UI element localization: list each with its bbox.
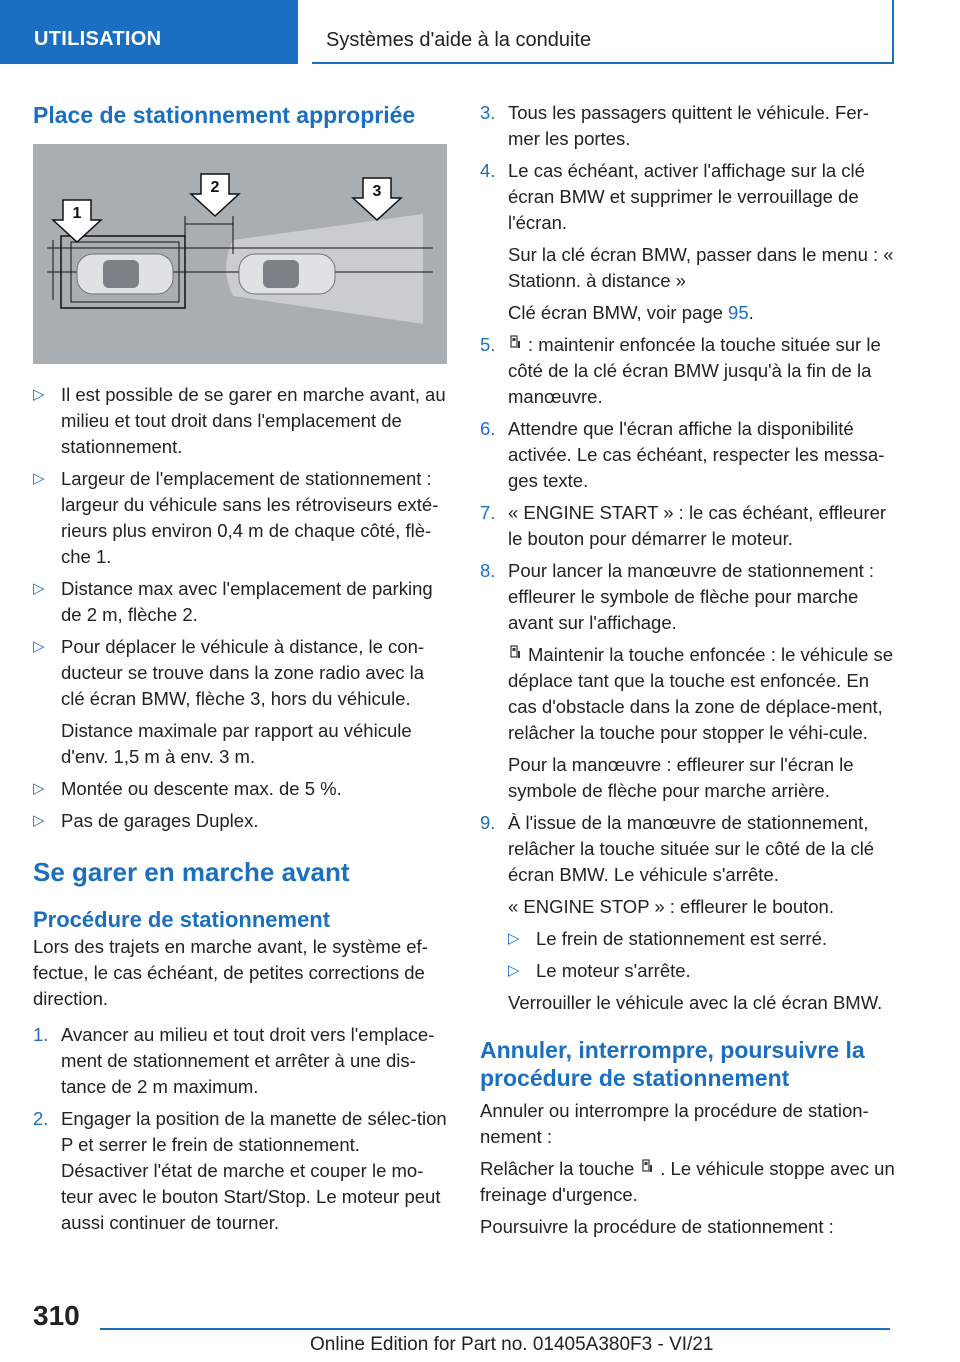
left-column bbox=[33, 100, 451, 1242]
step-item: 1. Avancer au milieu et tout droit vers l'emplace‐ment de stationnement et arrêter à une dis‐tance de 2 m maximum. bbox=[33, 1024, 435, 1097]
arrow-2 bbox=[191, 174, 239, 216]
parking-space-figure bbox=[33, 144, 447, 364]
step-note: Verrouiller le véhicule avec la clé écran BMW. bbox=[508, 992, 883, 1013]
step-note: Pour la manœuvre : effleurer sur l'écran le symbole de flèche pour marche arrière. bbox=[508, 754, 854, 801]
cancel-paragraph: Poursuivre la procédure de stationnement : bbox=[480, 1216, 834, 1237]
footer-divider bbox=[100, 1328, 890, 1330]
step-note: « ENGINE STOP » : effleurer le bouton. bbox=[508, 896, 834, 917]
chapter-header bbox=[312, 0, 894, 64]
heading-forward-parking: Se garer en marche avant bbox=[33, 857, 350, 887]
list-item: ▷ Distance max avec l'emplacement de parking de 2 m, flèche 2. bbox=[33, 578, 433, 625]
list-item: ▷ Montée ou descente max. de 5 %. bbox=[33, 776, 451, 802]
list-item: ▷ Il est possible de se garer en marche avant, au milieu et tout droit dans l'emplacement de stationnement. bbox=[33, 384, 446, 457]
heading-cancel: Annuler, interrompre, poursuivre la procédure de stationnement bbox=[480, 1037, 865, 1091]
list-item: ▷ Largeur de l'emplacement de stationnement : largeur du véhicule sans les rétroviseurs exté‐rieurs plus environ 0,4 m de chaque côté, flè‐che 1. bbox=[33, 468, 439, 567]
list-item: ▷ Le frein de stationnement est serré. bbox=[508, 926, 898, 952]
arrow-label-2: 2 bbox=[210, 179, 220, 196]
bullet-triangle-icon: ▷ bbox=[33, 780, 45, 797]
arrow-label-3: 3 bbox=[372, 183, 382, 200]
cancel-paragraph: Annuler ou interrompre la procédure de station‐nement : bbox=[480, 1100, 869, 1147]
parked-car bbox=[77, 254, 173, 294]
step-item: 2. Engager la position de la manette de sélec‐tion P et serrer le frein de stationnement. Désactiver l'état de marche et couper le mo‐teur avec le bouton Start/Stop. Le moteur peut aussi continuer de tourner. bbox=[33, 1108, 447, 1233]
key-button-icon bbox=[510, 645, 522, 663]
right-column bbox=[480, 100, 898, 1246]
bullet-triangle-icon: ▷ bbox=[33, 580, 45, 597]
list-item: ▷ Pour déplacer le véhicule à distance, le con‐ducteur se trouve dans la zone radio avec la clé écran BMW, flèche 3, hors du véhicule. bbox=[33, 636, 425, 709]
list-item-note: Distance maximale par rapport au véhicule d'env. 1,5 m à env. 3 m. bbox=[61, 720, 412, 767]
arrow-label-1: 1 bbox=[72, 205, 82, 222]
bullet-triangle-icon: ▷ bbox=[33, 470, 45, 487]
step-item: 8. Pour lancer la manœuvre de stationnement : effleurer le symbole de flèche pour marche avant sur l'affichage. bbox=[480, 560, 875, 633]
arrow-3 bbox=[353, 178, 401, 220]
step-item: 6. Attendre que l'écran affiche la disponibilité activée. Le cas échéant, respecter les messa‐ges texte. bbox=[480, 418, 885, 491]
intro-paragraph: Lors des trajets en marche avant, le système ef‐fectue, le cas échéant, de petites corrections de direction. bbox=[33, 936, 428, 1009]
edition-text: Online Edition for Part no. 01405A380F3 - VI/21 bbox=[310, 1334, 714, 1355]
list-item: ▷ Pas de garages Duplex. bbox=[33, 808, 451, 834]
bullet-triangle-icon: ▷ bbox=[508, 930, 520, 947]
heading-procedure: Procédure de stationnement bbox=[33, 907, 331, 932]
bullet-triangle-icon: ▷ bbox=[508, 962, 520, 979]
step-sublist bbox=[480, 926, 898, 984]
step-item: 3. Tous les passagers quittent le véhicule. Fer‐mer les portes. bbox=[480, 102, 869, 149]
bullet-triangle-icon: ▷ bbox=[33, 812, 45, 829]
chapter-title: Systèmes d'aide à la conduite bbox=[326, 29, 592, 51]
cancel-paragraph: Relâcher la touche . Le véhicule stoppe avec un freinage d'urgence. bbox=[480, 1158, 895, 1205]
page-link[interactable]: 95 bbox=[728, 302, 749, 323]
page-number: 310 bbox=[33, 1300, 80, 1331]
step-item: 7. « ENGINE START » : le cas échéant, effleurer le bouton pour démarrer le moteur. bbox=[480, 502, 887, 549]
bullet-triangle-icon: ▷ bbox=[33, 386, 45, 403]
list-item: ▷ Le moteur s'arrête. bbox=[508, 958, 898, 984]
step-note: Clé écran BMW, voir page 95. bbox=[508, 302, 754, 323]
key-button-icon bbox=[642, 1159, 654, 1177]
heading-suitable-space: Place de stationnement appropriée bbox=[33, 102, 416, 128]
parking-diagram bbox=[33, 144, 447, 364]
step-item: 5. : maintenir enfoncée la touche située sur le côté de la clé écran BMW jusqu'à la fin de la manœuvre. bbox=[480, 334, 881, 407]
section-title: UTILISATION bbox=[34, 28, 162, 50]
bullet-triangle-icon: ▷ bbox=[33, 638, 45, 655]
step-note: Sur la clé écran BMW, passer dans le menu : « Stationn. à distance » bbox=[508, 244, 894, 291]
section-tab bbox=[0, 0, 298, 64]
step-note: Maintenir la touche enfoncée : le véhicule se déplace tant que la touche est enfoncée. En cas d'obstacle dans la zone de déplace‐ment, relâcher la touche pour stopper le véhi‐cule. bbox=[508, 644, 894, 743]
step-item: 9. À l'issue de la manœuvre de stationnement, relâcher la touche située sur le côté de la clé écran BMW. Le véhicule s'arrête. bbox=[480, 812, 875, 885]
key-button-icon bbox=[510, 335, 522, 353]
step-item: 4. Le cas échéant, activer l'affichage sur la clé écran BMW et supprimer le verrouillage de l'écran. bbox=[480, 160, 865, 233]
approaching-car bbox=[239, 254, 335, 294]
